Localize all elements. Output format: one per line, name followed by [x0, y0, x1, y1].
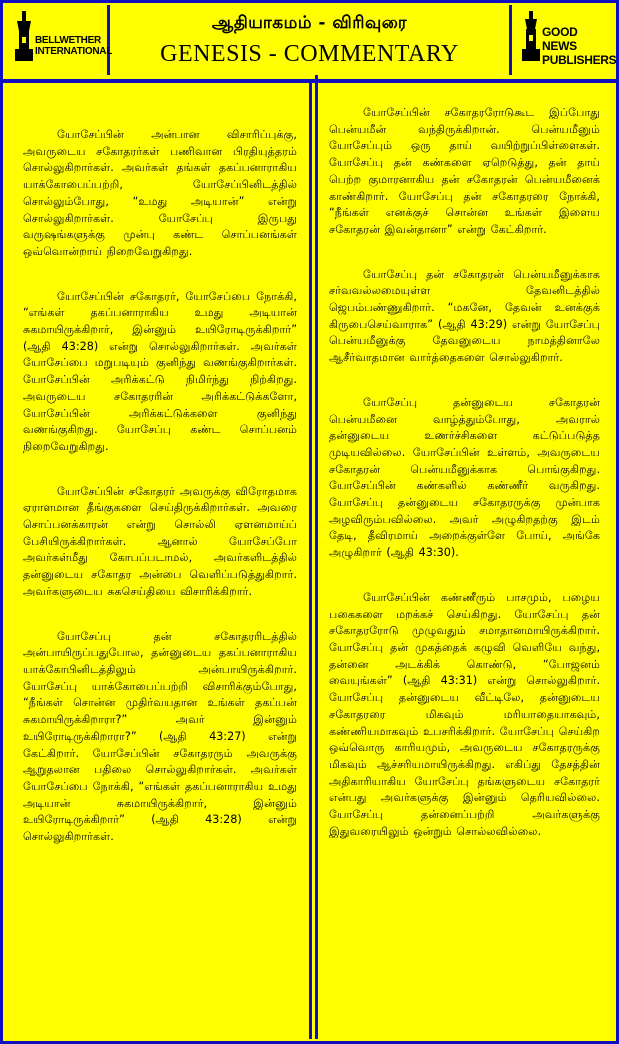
paragraph: யோசேப்பு தன் சகோதரன் பென்யமீனுக்காக சர்வவல்லமையுள்ள தேவனிடத்தில் ஜெபம்பண்ணுகிறார். “மகனே, தேவன் உனக்குக் கிருபைசெய்வாராக” (ஆதி 43:29) என்று யோசேப்பு பென்யமீனுக்கு தேவனுடைய நாமத்தினாலே ஆசீர்வாதமான வார்த்தைகளை சொல்லுகிறார்.: [329, 267, 600, 365]
paragraph: யோசேப்பின் சகோதரர், யோசேப்பை நோக்கி, “எங்கள் தகப்பனாராகிய உமது அடியான் சுகமாயிருக்கிறார், இன்னும் உயிரோடிருக்கிறார்” (ஆதி 43:28) என்று சொல்லுகிறார்கள். அவர்கள் யோசேப்பை மறுபடியும் குனிந்து வணங்குகிறார்கள். யோசேப்பின் அரிக்கட்டு நிமிர்ந்து நிற்கிறது. அவருடைய சகோதரரின் அரிக்கட்டுக்களோ, யோசேப்பின் அரிக்கட்டுக்களை குனிந்து வணங்குகிறது. யோசேப்பு கண்ட சொப்பனம் நிறைவேறுகிறது.: [23, 289, 297, 453]
good-news-tower-icon: [520, 11, 542, 63]
title-tamil: ஆதியாகமம் - விரிவுரை: [211, 13, 408, 33]
paragraph: யோசேப்பின் கண்ணீரும் பாசமும், பழைய பகைகளை மறக்கச் செய்கிறது. யோசேப்பு தன் சகோதரரோடு முழுவதும் சமாதானமாயிருக்கிறார். யோசேப்பு தன் முகத்தைக் கழுவி வெளியே வந்து, தன்னை அடக்கிக் கொண்டு, “போஜனம் வையுங்கள்” (ஆதி 43:31) என்று சொல்லுகிறார். யோசேப்பு தன்னுடைய வீட்டிலே, தன்னுடைய சகோதரரை மிகவும் மரியாதையாகவும், கண்ணியமாகவும் உபசரிக்கிறார். யோசேப்பு செய்கிற ஒவ்வொரு காரியமும், அவருடைய சகோதரருக்கு மிகவும் ஆச்சரியமாயிருக்கிறது. எகிப்து தேசத்தின் அதிகாரியாகிய யோசேப்பு தங்களுடைய சகோதரர் என்பது அவர்களுக்கு இன்னும் தெரியவில்லை. யோசேப்பு தன்னைப்பற்றி அவர்களுக்கு இதுவரையிலும் ஒன்றும் சொல்லவில்லை.: [329, 590, 600, 838]
title-box: [111, 3, 508, 75]
right-column: [315, 83, 614, 1039]
good-news-logo: [509, 5, 617, 75]
left-logo-text: BELLWETHER INTERNATIONAL: [35, 35, 113, 57]
left-column: [5, 83, 312, 1039]
bellwether-logo: [5, 5, 113, 75]
paragraph: யோசேப்பின் அன்பான விசாரிப்புக்கு, அவருடைய சகோதரர்கள் பணிவான பிரதியுத்தரம் சொல்லுகிறார்கள். அவர்கள் தங்கள் தகப்பனாராகிய யாக்கோபைப்பற்றி, யோசேப்பினிடத்தில் சொல்லும்போது, “உமது அடியான்” என்று சொல்லுகிறார்கள். யோசேப்பு இருபது வருஷங்களுக்கு முன்பு கண்ட சொப்பனங்கள் ஒவ்வொன்றாய் நிறைவேறுகிறது.: [23, 128, 297, 258]
title-english: GENESIS - COMMENTARY: [160, 41, 459, 67]
bellwether-tower-icon: [13, 11, 35, 63]
right-logo-text: GOOD NEWS PUBLISHERS: [542, 25, 617, 67]
paragraph: யோசேப்பின் சகோதரரோடுகூட இப்போது பென்யமீன் வந்திருக்கிறான். பென்யமீனும் யோசேப்பும் ஒரு தாய் வயிற்றுப்பிள்ளைகள். யோசேப்பு தன் கண்களை ஏறெடுத்து, தன் தாய் பெற்ற குமாரனாகிய தன் சகோதரன் பென்யமீனைக் காண்கிறார். யோசேப்பு தன் சகோதரரை நோக்கி, “நீங்கள் எனக்குச் சொன்ன உங்கள் இளைய சகோதரன் இவன்தானா” என்று கேட்கிறார்.: [329, 106, 600, 236]
paragraph: யோசேப்பு தன்னுடைய சகோதரன் பென்யமீனை வாழ்த்தும்போது, அவரால் தன்னுடைய உணர்ச்சிகளை கட்டுப்படுத்த முடியவில்லை. யோசேப்பின் உள்ளம், அவருடைய சகோதரன் பென்யமீனுக்காக பொங்குகிறது. யோசேப்பின் கண்களில் கண்ணீர் வருகிறது. யோசேப்பு தன்னுடைய சகோதரருக்கு முன்பாக அழவிரும்பவில்லை. அவர் அழுகிறதற்கு இடம் தேடி, தீவிரமாய் அறைக்குள்ளே போய், அங்கே அழுகிறார் (ஆதி 43:30).: [329, 395, 600, 560]
paragraph: யோசேப்பின் சகோதரர் அவருக்கு விரோதமாக ஏராளமான தீங்குகளை செய்திருக்கிறார்கள். அவரை சொப்பனக்காரன் என்று சொல்லி ஏளனமாய்ப் பேசியிருக்கிறார்கள். ஆனால் யோசேப்போ அவர்கள்மீது கோபப்படாமல், அவர்களிடத்தில் தன்னுடைய சகோதர அன்பை வெளிப்படுத்துகிறார். அவர்களுடைய சுகசெய்தியை விசாரிக்கிறார்.: [23, 484, 297, 598]
paragraph: யோசேப்பு தன் சகோதரரிடத்தில் அன்பாயிருப்பதுபோல, தன்னுடைய தகப்பனாராகிய யாக்கோபினிடத்திலும் அன்பாயிருக்கிறார். யோசேப்பு யாக்கோபைப்பற்றி விசாரிக்கும்போது, “நீங்கள் சொன்ன முதிர்வயதான உங்கள் தகப்பன் சுகமாயிருக்கிறாரா?” அவர் இன்னும் உயிரோடிருக்கிறாரா?” (ஆதி 43:27) என்று கேட்கிறார். யோசேப்பின் சகோதரரும் அவருக்கு ஆறுதலான பதிலை சொல்லுகிறார்கள். அவர்கள் யோசேப்பை நோக்கி, “எங்கள் தகப்பனாராகிய உமது அடியான் சுகமாயிருக்கிறார், இன்னும் உயிரோடிருக்கிறார்” (ஆதி 43:28) என்று சொல்லுகிறார்கள்.: [23, 629, 297, 844]
header: [3, 3, 616, 83]
